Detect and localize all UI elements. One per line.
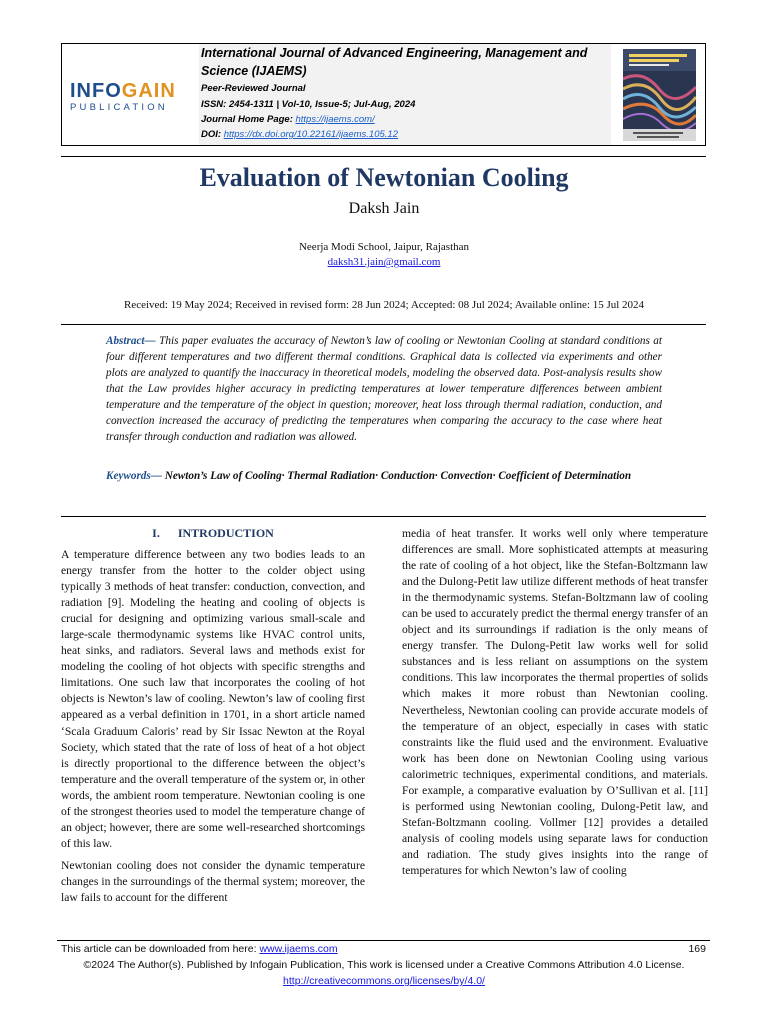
left-column: [61, 522, 365, 912]
abstract-text: This paper evaluates the accuracy of Newton’s law of cooling or Newtonian Cooling at standard conditions at four different temperatures and two different thermal conditions. Graphical data is collected via experiments and other plots are analyzed to quantify the inaccuracy in theoretical models, modeling the observed data. Post-analysis results show that the Law provides higher accuracy in predicting temperatures at lower temperature differences between ambient temperature and the temperature of the object in question; moreover, heat loss through thermal radiation, conduction, and convection increased the accuracy of predicting the temperatures when comparing the accuracy to the case where heat transfer through conduction and radiation was allowed.: [106, 335, 662, 443]
paragraph: A temperature difference between any two bodies leads to an energy transfer from the hotter to the colder object using typically 3 methods of heat transfer: conduction, convection, and radiation [9]. Modeling the heating and cooling of objects is crucial for designing and optimizing various small-scale and large-scale thermodynamic systems like HVAC control units, heat sinks, and radiators. Several laws and methods exist for modeling the cooling of hot objects with specific strengths and limitations. One such law that incorporates the cooling of hot objects is Newton’s law of cooling. Newton’s law of cooling first appeared as a verbal definition in 1701, in a short article named ‘Scala Graduum Caloris’ read by Sir Issac Newton at the Royal Society, which stated that the rate of loss of heat of a hot object is directly proportional to the difference between the object’s temperature and the overall temperature of the system or, in other words, the ambient room temperature. Newtonian cooling is one of the strongest theories used to model the temperature change of an object; however, there are some well-researched shortcomings of this law.: [61, 548, 365, 850]
header-divider: [61, 156, 706, 157]
logo-subtitle: PUBLICATION: [70, 102, 168, 113]
keywords-text: Newton’s Law of Cooling· Thermal Radiation· Conduction· Convection· Coefficient of Determination: [161, 470, 632, 482]
section-heading-introduction: I. INTRODUCTION: [152, 526, 274, 540]
issn-line: ISSN: 2454-1311 | Vol-10, Issue-5; Jul-Aug, 2024: [201, 99, 416, 110]
journal-home-link[interactable]: https://ijaems.com/: [295, 114, 375, 125]
journal-info-panel: [199, 44, 611, 145]
footer-divider: [57, 940, 710, 941]
footer-download-line: This article can be downloaded from here: www.ijaems.com 169: [61, 943, 706, 955]
publication-dates: Received: 19 May 2024; Received in revised form: 28 Jun 2024; Accepted: 08 Jul 2024; Available online: 15 Jul 2024: [123, 299, 645, 311]
doi-link[interactable]: https://dx.doi.org/10.22161/ijaems.105.12: [223, 129, 398, 140]
journal-cover-image: [623, 49, 696, 141]
abstract: [106, 333, 662, 445]
paragraph: Newtonian cooling does not consider the dynamic temperature changes in the surroundings of the thermal system; moreover, the law fails to account for the different: [61, 858, 365, 904]
journal-header: [61, 43, 706, 146]
author-email: [0, 255, 768, 270]
page-number: 169: [688, 943, 706, 955]
keywords-bottom-divider: [61, 516, 706, 517]
footer-license-link-line: [0, 974, 768, 988]
paragraph: media of heat transfer. It works well only where temperature differences are small. More sophisticated attempts at measuring the rate of cooling of a hot object, like the Stefan-Boltzmann law and the Dulong-Petit law utilize different methods of heat transfer in the thermodynamic systems. Stefan-Boltzmann law of cooling can be used to accurately predict the thermal energy transfer of an object and its surroundings if radiation is the only means of energy transfer. The Dulong-Petit law works well for solid substances and is less reliant on assumptions on the system conditions. This law incorporates the thermal properties of solids which makes it more robust than Newtonian cooling. Nevertheless, Newtonian cooling can provide accurate models of the temperature of an object, especially in cases with static constraints like the fluid used and the environment. Evaluative work has been done on Newtonian Cooling using various calorimetric techniques, experimental conditions, and materials. For example, a comparative evaluation by O’Sullivan et al. [11] is performed using Newtonian cooling, Dulong-Petit law, and Stefan-Boltzmann cooling. Vollmer [12] provides a detailed analysis of cooling models using separate laws for conduction and radiation. The study gives insights into the range of temperatures for which Newton’s law of cooling: [402, 527, 708, 877]
author-affiliation: Neerja Modi School, Jaipur, Rajasthan: [298, 241, 470, 253]
journal-title: International Journal of Advanced Engineering, Management and Science (IJAEMS): [201, 46, 588, 78]
license-link[interactable]: http://creativecommons.org/licenses/by/4.0/: [283, 975, 485, 987]
footer-license-text: ©2024 The Author(s). Published by Infogain Publication, This work is licensed under a Creative Commons Attribution 4.0 License.: [83, 959, 685, 971]
journal-home-line: Journal Home Page: https://ijaems.com/: [201, 114, 375, 125]
infogain-logo: [70, 80, 188, 120]
right-column: [402, 526, 708, 885]
author-email-link[interactable]: daksh31.jain@gmail.com: [327, 256, 441, 268]
abstract-top-divider: [61, 324, 706, 325]
logo-wordmark: INFOGAIN: [70, 80, 176, 102]
peer-reviewed-label: Peer-Reviewed Journal: [201, 83, 306, 94]
abstract-label: Abstract—: [106, 335, 156, 347]
paper-title: Evaluation of Newtonian Cooling: [199, 163, 569, 192]
doi-line: DOI: https://dx.doi.org/10.22161/ijaems.105.12: [201, 129, 398, 140]
keywords: [106, 468, 662, 484]
keywords-label: Keywords—: [106, 470, 162, 482]
author-name: Daksh Jain: [348, 200, 420, 217]
download-link[interactable]: www.ijaems.com: [259, 943, 338, 955]
